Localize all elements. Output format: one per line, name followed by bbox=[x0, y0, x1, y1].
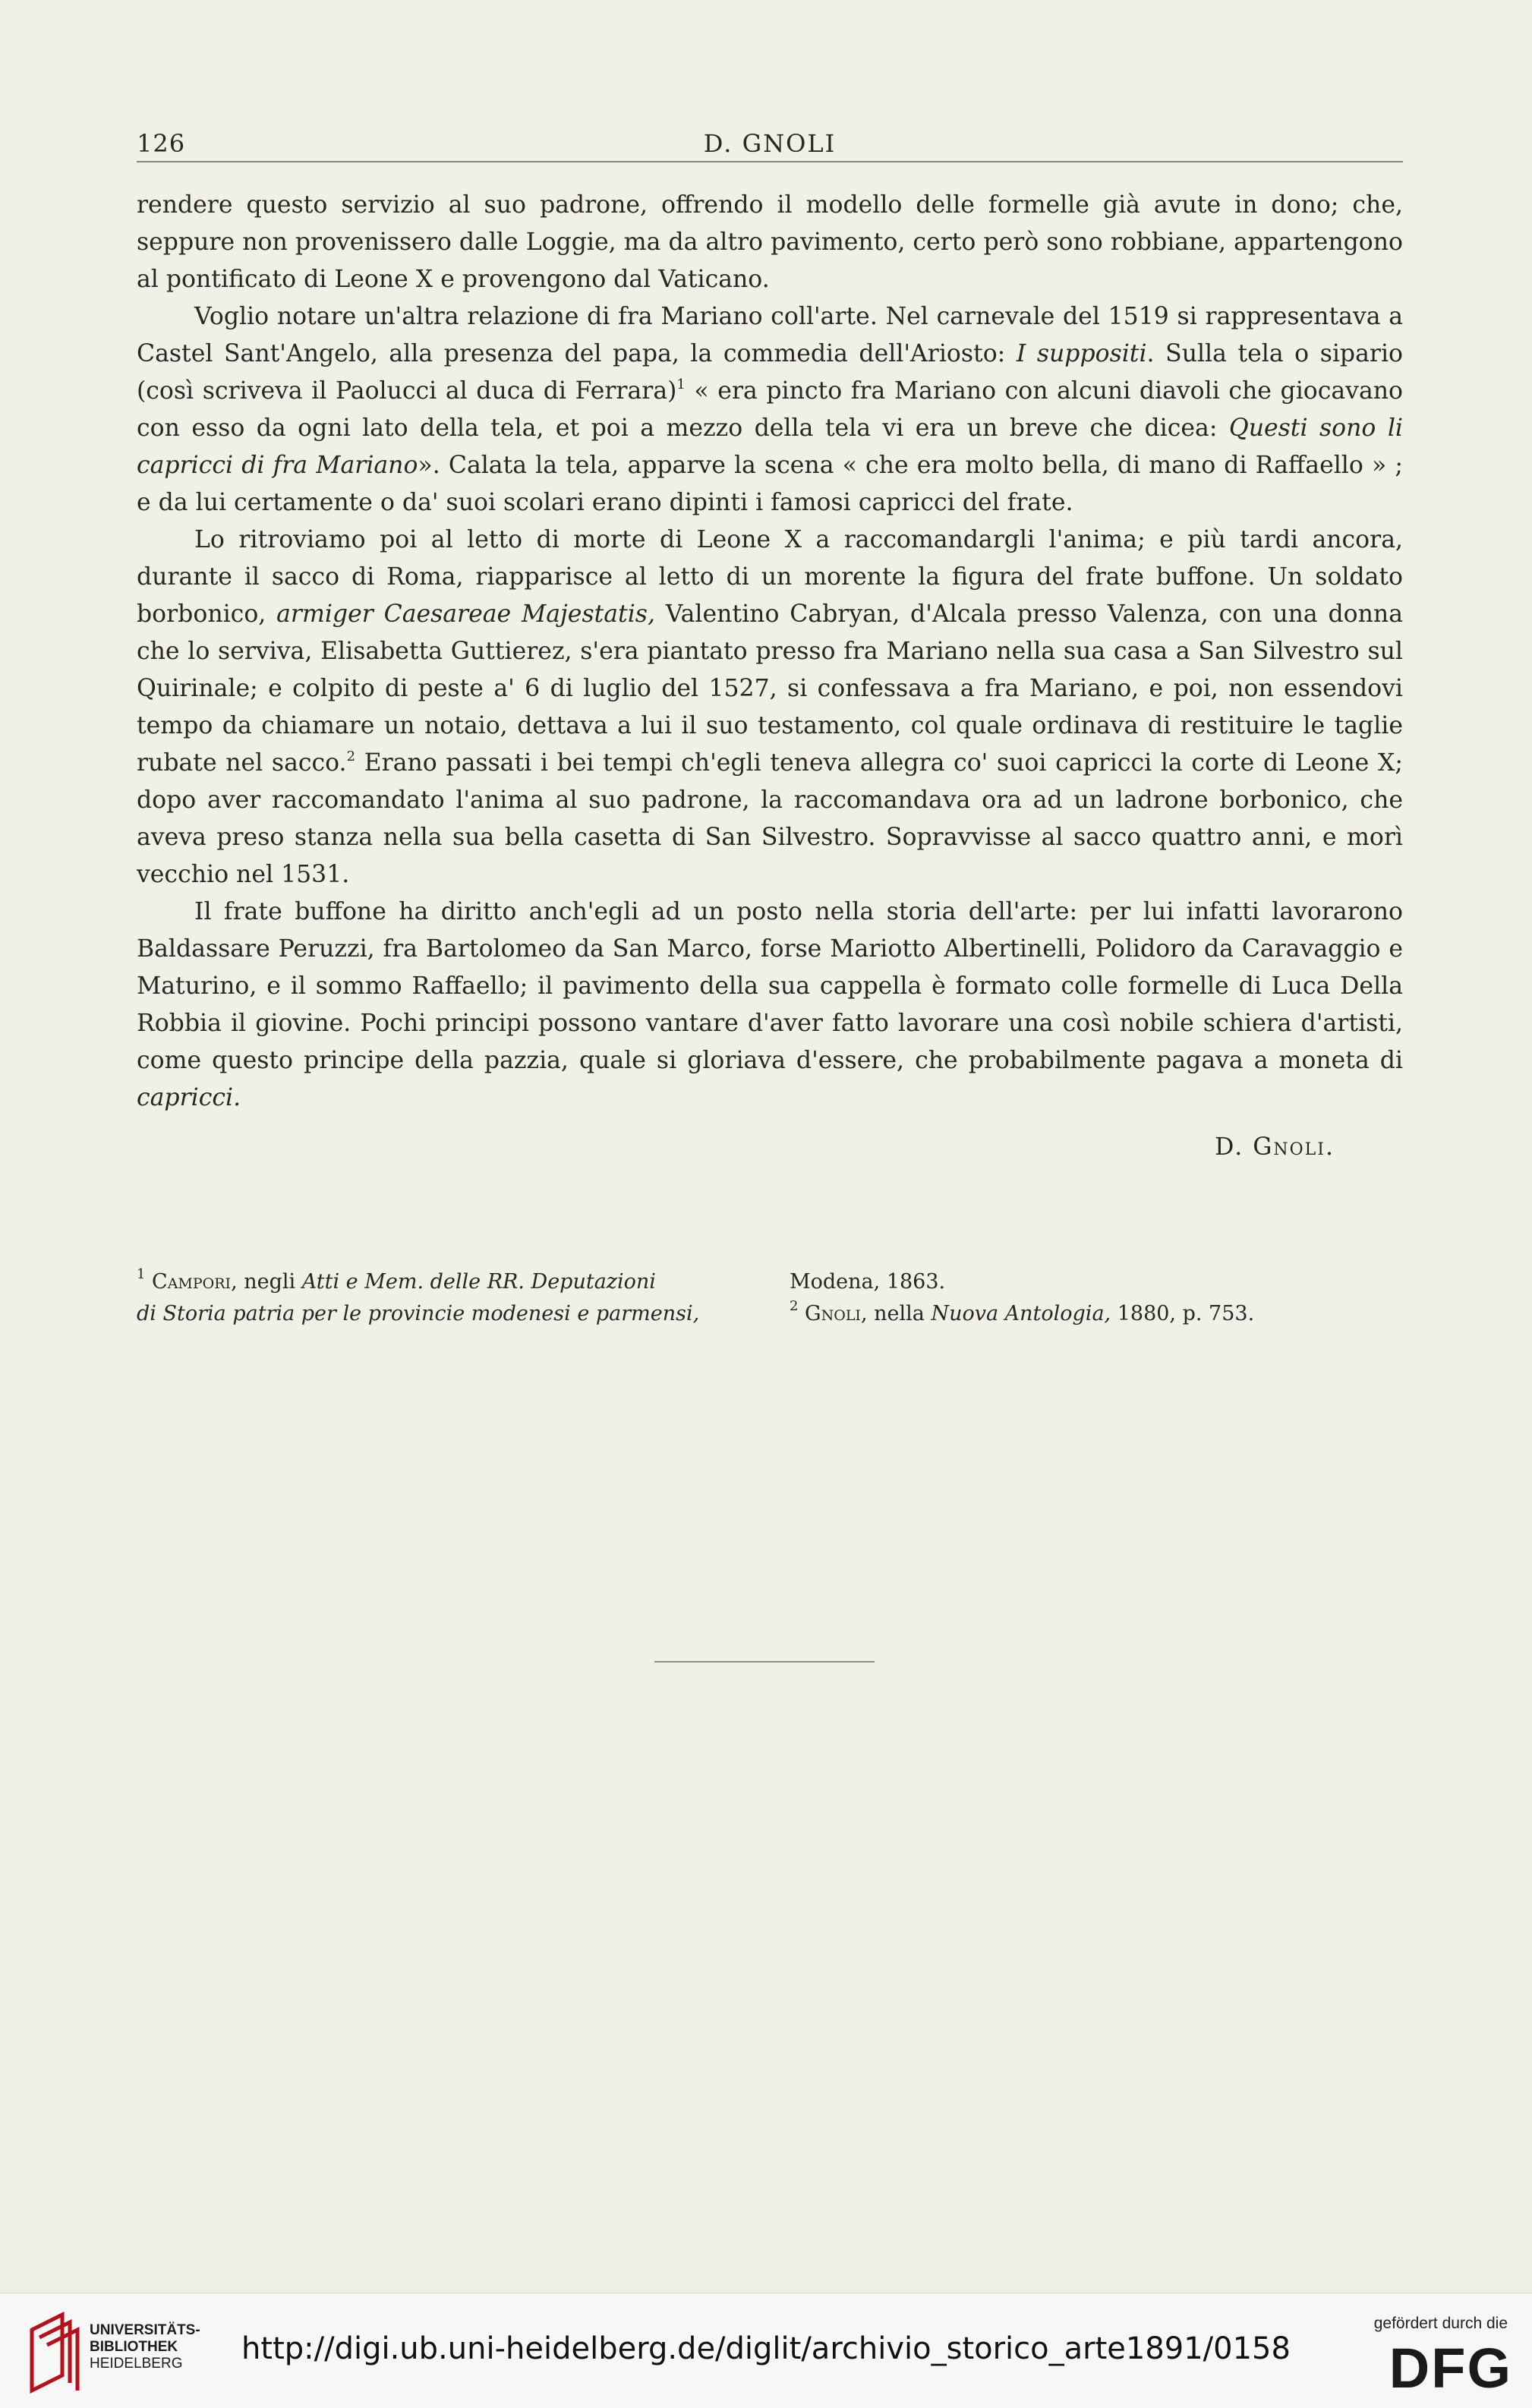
digitization-footer bbox=[0, 2293, 1532, 2408]
footnote-2 bbox=[790, 1298, 1351, 1330]
text-run: Lo ritroviamo poi al letto di morte di Leone X a raccomandargli l'anima; e più tardi ancora, durante il sacco di Roma, riapparisce al letto di un morente la figura del frate buffone. bbox=[137, 526, 1403, 591]
institution-line: HEIDELBERG bbox=[90, 2356, 183, 2372]
text-run: Erano passati i bei tempi ch'egli teneva allegra co' suoi capricci la corte di Leone X; dopo aver raccomandato l'anima al suo padrone, la raccomandava ora ad un ladrone borbonico, che aveva preso stanza nella sua bella casetta di San Silvestro. Sopravvisse al sacco quattro anni, e morì vecchio nel 1531. bbox=[137, 749, 1403, 888]
institution-line: UNIVERSITÄTS- bbox=[90, 2322, 200, 2338]
footnote-ref-2[interactable]: 2 bbox=[346, 749, 356, 764]
funding-note: gefördert durch die bbox=[1373, 2315, 1508, 2332]
text-run: Voglio notare un'altra relazione di fra Mariano coll'arte. Nel carnevale del 1519 si rappresentava a Castel Sant'Angelo, alla presenza del papa, la commedia dell'Ariosto: bbox=[137, 303, 1403, 367]
page-number: 126 bbox=[137, 129, 186, 158]
footnotes bbox=[137, 1266, 1351, 1330]
italic-quote: Questi sono li capricci di fra Mariano bbox=[137, 414, 1403, 479]
footnote-1-end: Modena, 1863. bbox=[790, 1270, 946, 1294]
paragraph-2 bbox=[137, 298, 1403, 522]
text-run: Un soldato borbonico, bbox=[137, 563, 1403, 628]
paragraph-1: rendere questo servizio al suo padrone, offrendo il modello delle formelle già avute in dono; che, seppure non provenissero dalle Loggie, ma da altro pavimento, certo però sono robbiane, appartengono al pontificato di Leone X e provengono dal Vaticano. bbox=[137, 191, 1403, 293]
footnote-author: Campori bbox=[152, 1270, 232, 1294]
text-run: Il frate buffone ha diritto anch'egli ad un posto nella storia dell'arte: per lui infatti lavorarono Baldassare Peruzzi, fra Bartolomeo da San Marco, forse Mariotto Albertinelli, Polidoro da Caravaggio e Maturino, e il sommo Raffaello; il pavimento della sua cappella è formato colle formelle di Luca Della Robbia il giovine. Pochi principi possono vantare d'aver fatto lavorare una così nobile schiera d'artisti, come questo principe della pazzia, quale si gloriava d'essere, che probabilmente pagava a moneta di bbox=[137, 898, 1403, 1074]
section-divider bbox=[654, 1661, 875, 1663]
italic-phrase: armiger Caesareae Majestatis, bbox=[276, 600, 655, 628]
text-run: . Sulla tela o sipario (così scriveva il Paolucci al duca di Ferrara) bbox=[137, 340, 1403, 405]
footnote-ref-1[interactable]: 1 bbox=[676, 377, 686, 392]
text-run: Valentino Cabryan, d'Alcala presso Valenza, con una donna che lo serviva, Elisabetta Guttierez, s'era piantato presso fra Mariano nella sua casa a San Silvestro sul Quirinale; e colpito di peste a' 6 di luglio del 1527, si confessava a fra Mariano, e poi, non essendovi tempo da chiamare un notaio, dettava a lui il suo testamento, col quale ordinava di restituire le taglie rubate nel sacco. bbox=[137, 600, 1403, 777]
paragraph-3 bbox=[137, 522, 1403, 894]
source-url-link[interactable]: http://digi.ub.uni-heidelberg.de/diglit/archivio_storico_arte1891/0158 bbox=[241, 2331, 1291, 2366]
body-text bbox=[137, 187, 1403, 1166]
italic-word: capricci. bbox=[137, 1084, 241, 1111]
text-run: , nella bbox=[860, 1302, 931, 1325]
text-run: 1880, p. 753. bbox=[1111, 1302, 1255, 1325]
italic-title: I suppositi bbox=[1016, 340, 1147, 367]
running-head bbox=[137, 123, 1403, 162]
institution-line: BIBLIOTHEK bbox=[90, 2339, 178, 2355]
text-run: , negli bbox=[231, 1270, 302, 1294]
text-run: « era pincto fra Mariano con alcuni diavoli che giocavano con esso da ogni lato della tela, et poi a mezzo della tela vi era un breve che dicea: bbox=[137, 377, 1403, 442]
text-run: ». Calata la tela, apparve la scena « che era molto bella, di mano di Raffaello » ; e da lui certamente o da' suoi scolari erano dipinti i famosi capricci del frate. bbox=[137, 452, 1403, 516]
footnote-italic: Atti e Mem. delle RR. Deputazioni bbox=[301, 1270, 656, 1294]
dfg-logo[interactable]: DFG bbox=[1389, 2337, 1512, 2400]
footnote-1-line-2 bbox=[137, 1298, 790, 1330]
author-signature: D. Gnoli. bbox=[1215, 1133, 1335, 1161]
footnote-italic: di Storia patria per le provincie modenesi e parmensi, bbox=[137, 1302, 700, 1325]
footnote-italic: Nuova Antologia, bbox=[931, 1302, 1111, 1325]
paragraph-4 bbox=[137, 894, 1403, 1117]
footnote-mark: 1 bbox=[137, 1266, 146, 1282]
footnote-1-line-1 bbox=[137, 1266, 790, 1298]
footnote-author: Gnoli bbox=[805, 1302, 861, 1325]
running-title: D. GNOLI bbox=[703, 129, 837, 158]
footnote-mark: 2 bbox=[790, 1298, 799, 1314]
